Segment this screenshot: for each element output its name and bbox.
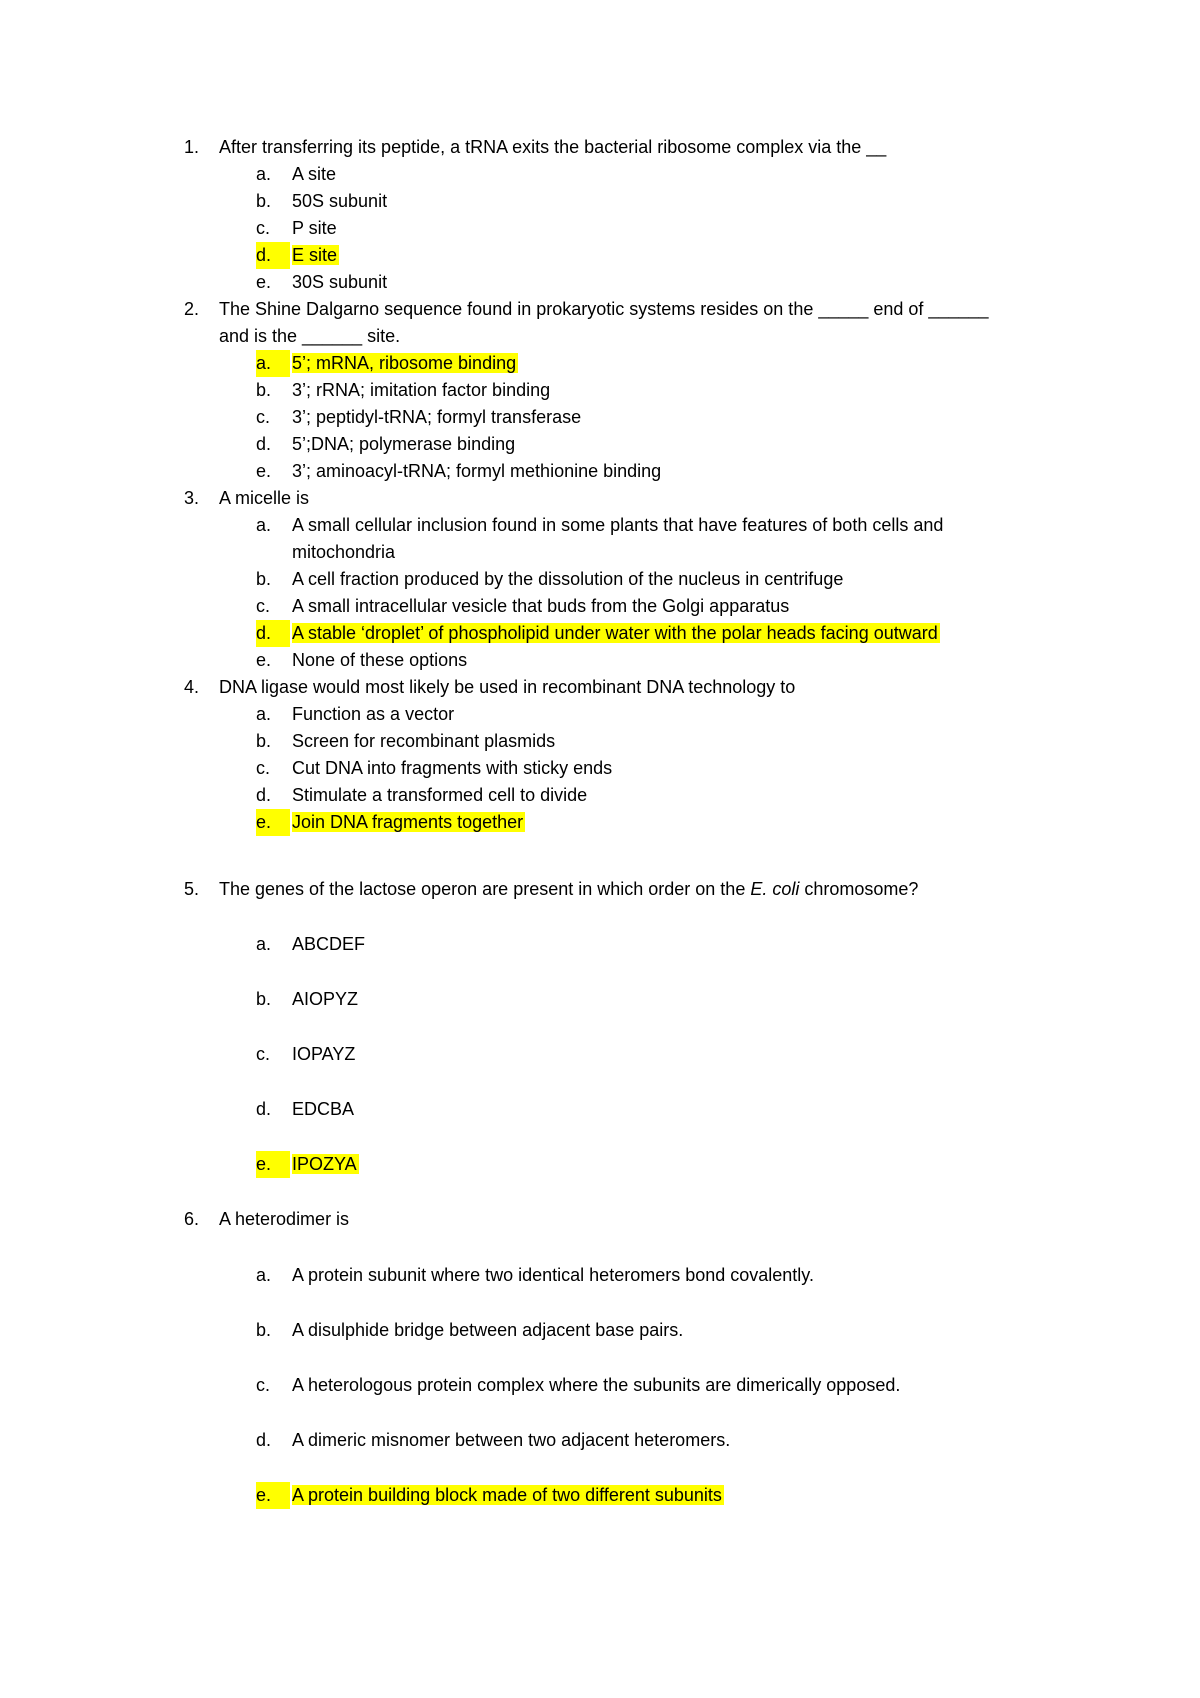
option-text: A disulphide bridge between adjacent base pairs. — [292, 1320, 684, 1340]
question-text: After transferring its peptide, a tRNA exits the bacterial ribosome complex via the __ — [219, 137, 887, 157]
option-2e — [256, 458, 1086, 485]
option-6e-correct — [256, 1482, 1086, 1509]
question-number: 6. — [184, 1209, 200, 1229]
option-2b — [256, 377, 1086, 404]
option-text: Screen for recombinant plasmids — [292, 731, 556, 751]
question-text-line1: The Shine Dalgarno sequence found in prokaryotic systems resides on the _____ end of ______ — [219, 299, 989, 319]
question-6 — [184, 1206, 1084, 1233]
option-3d-correct — [256, 620, 1086, 647]
option-letter: e. — [256, 650, 272, 670]
question-number: 4. — [184, 677, 200, 697]
option-text: 5’;DNA; polymerase binding — [292, 434, 516, 454]
option-text: A heterologous protein complex where the subunits are dimerically opposed. — [292, 1375, 901, 1395]
option-letter: a. — [256, 164, 272, 184]
option-1b — [256, 188, 1086, 215]
option-6d — [256, 1427, 1086, 1454]
question-text: DNA ligase would most likely be used in recombinant DNA technology to — [219, 677, 796, 697]
option-4a — [256, 701, 1086, 728]
option-3c — [256, 593, 1086, 620]
option-text: IPOZYA — [292, 1154, 357, 1174]
option-text: 30S subunit — [292, 272, 388, 292]
option-text: 3’; aminoacyl-tRNA; formyl methionine binding — [292, 461, 662, 481]
option-text: A small intracellular vesicle that buds from the Golgi apparatus — [292, 596, 790, 616]
option-letter: a. — [256, 515, 272, 535]
species-name: E. coli — [750, 879, 800, 899]
option-letter: a. — [256, 704, 272, 724]
option-letter: d. — [256, 1430, 272, 1450]
option-2a-correct — [256, 350, 1086, 377]
option-text: A cell fraction produced by the dissolution of the nucleus in centrifuge — [292, 569, 844, 589]
option-text-line2: mitochondria — [292, 542, 396, 562]
option-5a — [256, 931, 1086, 958]
option-6a — [256, 1262, 1086, 1289]
option-letter: c. — [256, 758, 271, 778]
option-6b — [256, 1317, 1086, 1344]
option-5b — [256, 986, 1086, 1013]
option-text: ABCDEF — [292, 934, 366, 954]
question-text-line2: and is the ______ site. — [219, 326, 401, 346]
option-letter: b. — [256, 569, 272, 589]
option-letter: c. — [256, 1044, 271, 1064]
option-4b — [256, 728, 1086, 755]
option-text: E site — [292, 245, 338, 265]
question-1 — [184, 134, 1084, 161]
question-number: 5. — [184, 879, 200, 899]
option-1d-correct — [256, 242, 1086, 269]
question-number: 1. — [184, 137, 200, 157]
option-letter: a. — [256, 350, 290, 377]
question-number: 3. — [184, 488, 200, 508]
option-letter: c. — [256, 218, 271, 238]
option-letter: e. — [256, 809, 290, 836]
option-5e-correct — [256, 1151, 1086, 1178]
option-text: P site — [292, 218, 337, 238]
option-3e — [256, 647, 1086, 674]
option-letter: d. — [256, 434, 272, 454]
option-letter: e. — [256, 1151, 290, 1178]
option-letter: d. — [256, 785, 272, 805]
option-letter: e. — [256, 461, 272, 481]
option-text: Stimulate a transformed cell to divide — [292, 785, 588, 805]
question-text: A micelle is — [219, 488, 310, 508]
option-letter: b. — [256, 731, 272, 751]
question-number: 2. — [184, 299, 200, 319]
option-4e-correct — [256, 809, 1086, 836]
option-4d — [256, 782, 1086, 809]
option-letter: e. — [256, 1482, 290, 1509]
option-text-line1: A small cellular inclusion found in some plants that have features of both cells and — [292, 515, 944, 535]
option-letter: c. — [256, 1375, 271, 1395]
question-5 — [184, 876, 1084, 903]
question-2 — [184, 296, 1084, 350]
option-text: None of these options — [292, 650, 468, 670]
option-6c — [256, 1372, 1086, 1399]
option-text: 50S subunit — [292, 191, 388, 211]
question-text: A heterodimer is — [219, 1209, 350, 1229]
option-letter: b. — [256, 1320, 272, 1340]
option-text: A protein subunit where two identical heteromers bond covalently. — [292, 1265, 814, 1285]
option-letter: a. — [256, 934, 272, 954]
question-3 — [184, 485, 1084, 512]
option-5d — [256, 1096, 1086, 1123]
option-text: Cut DNA into fragments with sticky ends — [292, 758, 613, 778]
option-5c — [256, 1041, 1086, 1068]
option-letter: c. — [256, 407, 271, 427]
option-text: A dimeric misnomer between two adjacent heteromers. — [292, 1430, 731, 1450]
option-1c — [256, 215, 1086, 242]
option-letter: d. — [256, 242, 290, 269]
option-1e — [256, 269, 1086, 296]
option-letter: b. — [256, 989, 272, 1009]
option-letter: c. — [256, 596, 271, 616]
option-3b — [256, 566, 1086, 593]
option-1a — [256, 161, 1086, 188]
option-letter: b. — [256, 191, 272, 211]
option-text: 5’; mRNA, ribosome binding — [292, 353, 517, 373]
option-letter: a. — [256, 1265, 272, 1285]
option-letter: d. — [256, 1099, 272, 1119]
option-3a — [256, 512, 1086, 566]
option-text: Function as a vector — [292, 704, 455, 724]
option-2d — [256, 431, 1086, 458]
option-text: EDCBA — [292, 1099, 355, 1119]
option-text: AIOPYZ — [292, 989, 359, 1009]
option-letter: e. — [256, 272, 272, 292]
option-text: 3’; peptidyl-tRNA; formyl transferase — [292, 407, 582, 427]
question-4 — [184, 674, 1084, 701]
option-2c — [256, 404, 1086, 431]
option-text: A protein building block made of two different subunits — [292, 1485, 722, 1505]
option-text: A stable ‘droplet’ of phospholipid under water with the polar heads facing outward — [292, 623, 938, 643]
option-letter: d. — [256, 620, 290, 647]
option-letter: b. — [256, 380, 272, 400]
option-text: IOPAYZ — [292, 1044, 356, 1064]
option-text: 3’; rRNA; imitation factor binding — [292, 380, 551, 400]
option-text: Join DNA fragments together — [292, 812, 524, 832]
question-text: The genes of the lactose operon are present in which order on the E. coli chromosome? — [219, 879, 919, 899]
option-text: A site — [292, 164, 337, 184]
option-4c — [256, 755, 1086, 782]
